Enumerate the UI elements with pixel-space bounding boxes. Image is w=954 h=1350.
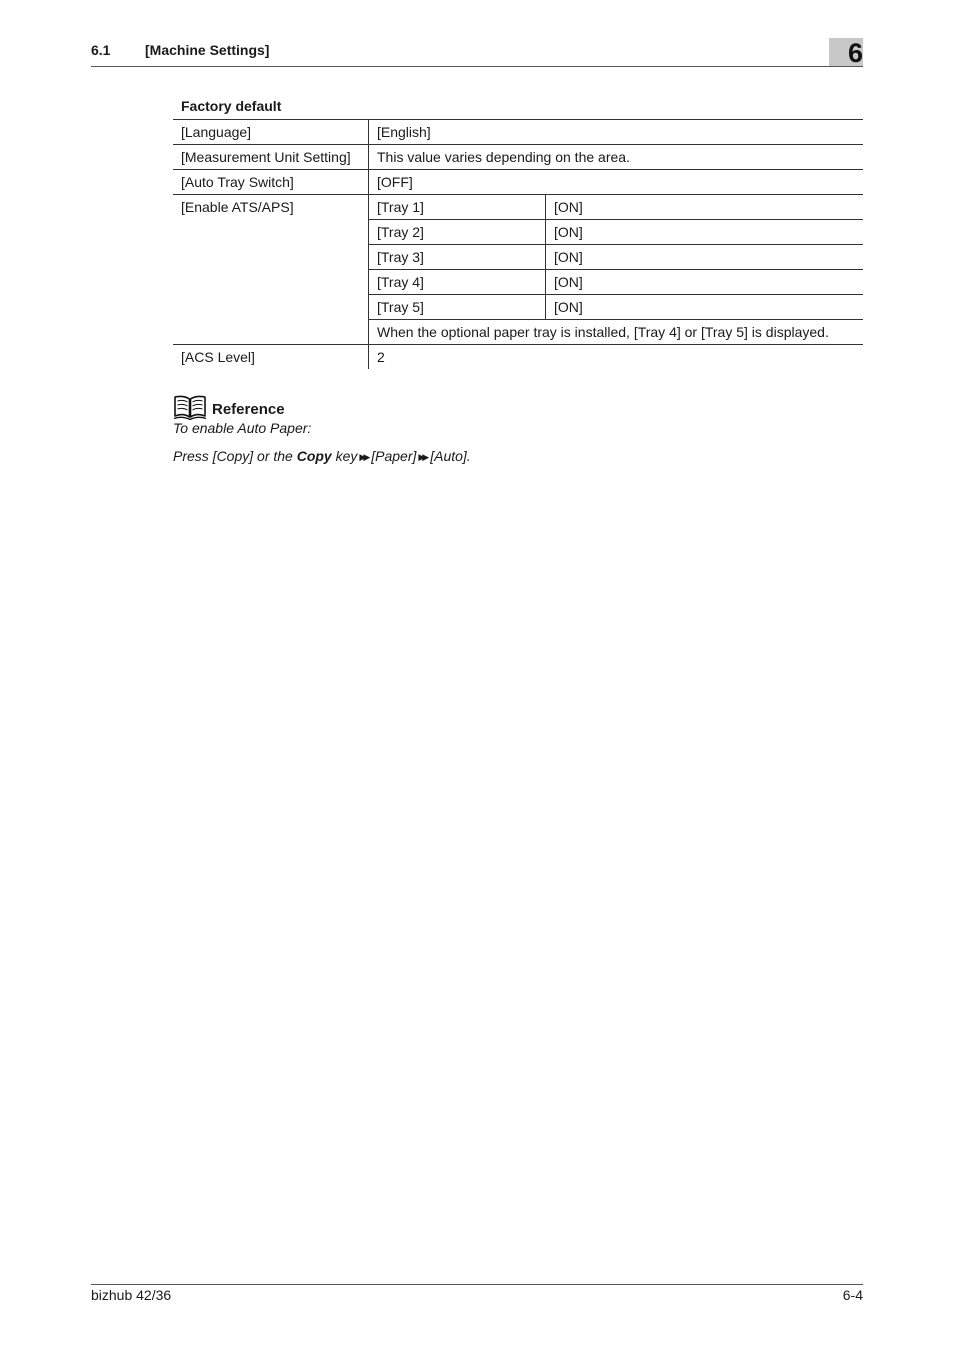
tray-value: [ON] <box>546 270 864 295</box>
section-number: 6.1 <box>91 42 111 58</box>
tray-name: [Tray 4] <box>369 270 546 295</box>
instruction-step-paper: [Paper] <box>371 448 417 464</box>
instruction-end: . <box>466 448 471 464</box>
setting-name: [Measurement Unit Setting] <box>173 145 369 170</box>
tray-name: [Tray 3] <box>369 245 546 270</box>
reference-instruction <box>173 448 471 464</box>
tray-value: [ON] <box>546 195 864 220</box>
reference-intro: To enable Auto Paper: <box>173 420 312 436</box>
table-row <box>173 170 863 195</box>
chapter-tab <box>829 38 863 66</box>
copy-key-label: Copy <box>296 448 332 464</box>
setting-value: [OFF] <box>369 170 864 195</box>
product-name: bizhub 42/36 <box>91 1287 172 1303</box>
instruction-key-suffix: key <box>331 448 358 464</box>
book-icon <box>173 394 207 420</box>
tray-name: [Tray 2] <box>369 220 546 245</box>
factory-default-table <box>173 119 863 369</box>
setting-name: [ACS Level] <box>173 345 369 370</box>
table-row <box>173 195 863 220</box>
chapter-number: 6 <box>847 38 863 68</box>
page-footer <box>91 1284 863 1303</box>
reference-label: Reference <box>212 401 285 418</box>
factory-default-heading: Factory default <box>181 98 282 114</box>
table-row <box>173 120 863 145</box>
section-title: [Machine Settings] <box>145 42 270 58</box>
tray-value: [ON] <box>546 245 864 270</box>
setting-name: [Auto Tray Switch] <box>173 170 369 195</box>
setting-value: This value varies depending on the area. <box>369 145 864 170</box>
table-row <box>173 145 863 170</box>
setting-name: [Language] <box>173 120 369 145</box>
page-header <box>91 38 863 67</box>
table-row <box>173 345 863 370</box>
tray-note: When the optional paper tray is installed, [Tray 4] or [Tray 5] is displayed. <box>369 320 864 345</box>
tray-value: [ON] <box>546 220 864 245</box>
page-number: 6-4 <box>842 1287 863 1303</box>
instruction-step-auto: [Auto] <box>430 448 467 464</box>
setting-name: [Enable ATS/APS] <box>173 195 369 345</box>
step-arrow-icon: ▶▶ <box>359 452 368 462</box>
instruction-prefix: Press [Copy] or the <box>173 448 297 464</box>
setting-value: 2 <box>369 345 864 370</box>
tray-name: [Tray 5] <box>369 295 546 320</box>
setting-value: [English] <box>369 120 864 145</box>
step-arrow-icon: ▶▶ <box>418 452 427 462</box>
tray-value: [ON] <box>546 295 864 320</box>
tray-name: [Tray 1] <box>369 195 546 220</box>
